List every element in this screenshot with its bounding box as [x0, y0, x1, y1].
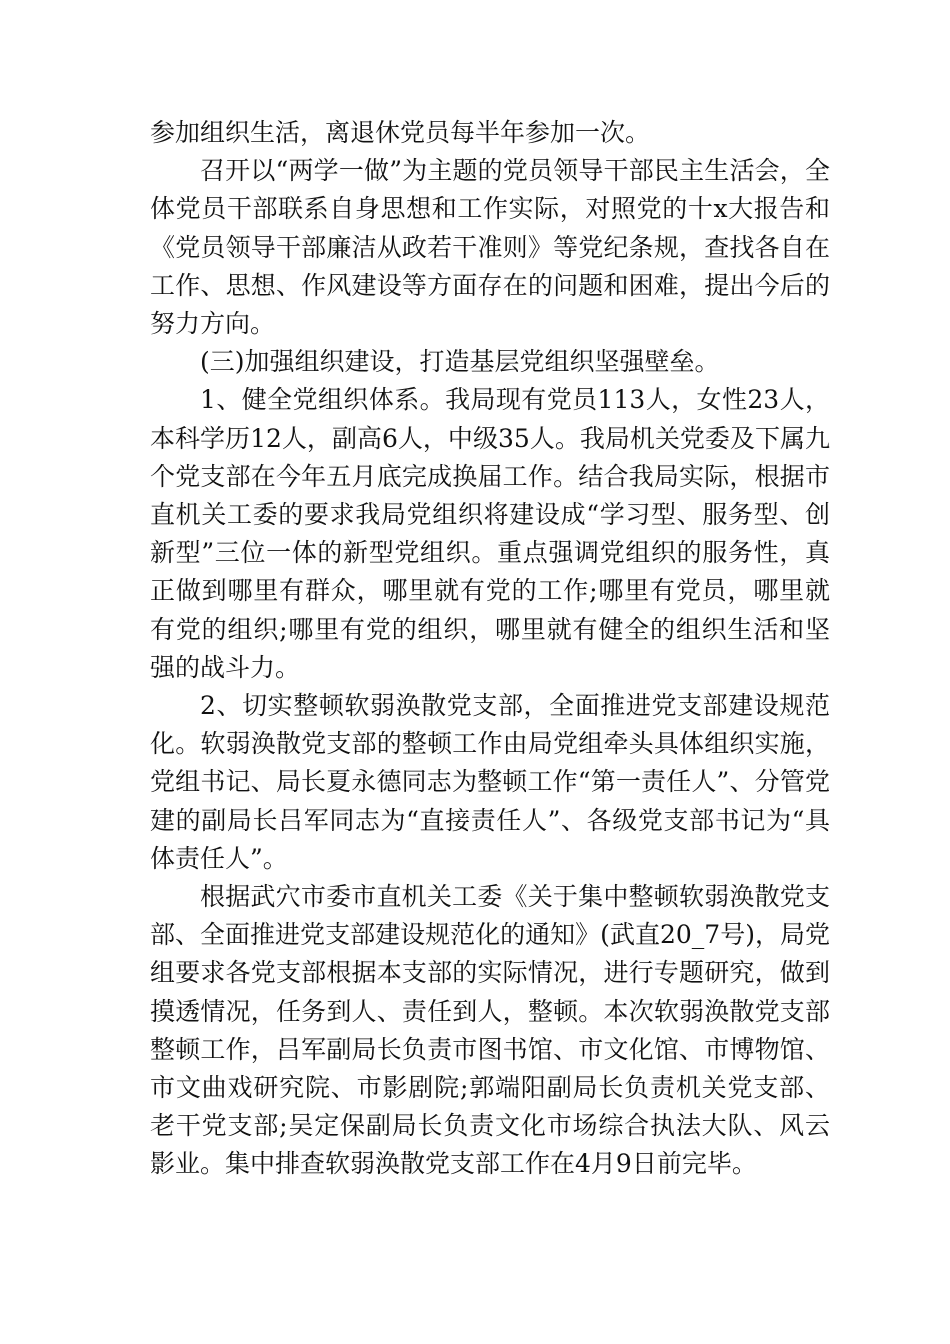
section-heading-organization-building: (三)加强组织建设，打造基层党组织坚强壁垒。	[200, 347, 720, 377]
paragraph-branch-rectification: 2、切实整顿软弱涣散党支部，全面推进党支部建设规范化。软弱涣散党支部的整顿工作由局党组牵头具体组织实施，党组书记、局长夏永德同志为整顿工作“第一责任人”、分管党建的副局长吕军同志为“直接责任人”、各级党支部书记为“具体责任人”。	[150, 691, 830, 873]
paragraph-party-system: 1、健全党组织体系。我局现有党员113人，女性23人，本科学历12人，副高6人，中级35人。我局机关党委及下属九个党支部在今年五月底完成换届工作。结合我局实际，根据市直机关工委的要求我局党组织将建设成“学习型、服务型、创新型”三位一体的新型党组织。重点强调党组织的服务性，真正做到哪里有群众，哪里就有党的工作;哪里有党员，哪里就有党的组织;哪里有党的组织，哪里就有健全的组织生活和坚强的战斗力。	[150, 385, 830, 682]
paragraph-democratic-life-meeting: 召开以“两学一做”为主题的党员领导干部民主生活会，全体党员干部联系自身思想和工作实际，对照党的十x大报告和《党员领导干部廉洁从政若干准则》等党纪条规，查找各自在工作、思想、作风建设等方面存在的问题和困难，提出今后的努力方向。	[150, 156, 830, 339]
document-body	[150, 114, 830, 1184]
paragraph-notice-implementation: 根据武穴市委市直机关工委《关于集中整顿软弱涣散党支部、全面推进党支部建设规范化的通知》(武直20_7号)，局党组要求各党支部根据本支部的实际情况，进行专题研究，做到摸透情况，任务到人、责任到人，整顿。本次软弱涣散党支部整顿工作，吕军副局长负责市图书馆、市文化馆、市博物馆、市文曲戏研究院、市影剧院;郭端阳副局长负责机关党支部、老干党支部;吴定保副局长负责文化市场综合执法大队、风云影业。集中排查软弱涣散党支部工作在4月9日前完毕。	[150, 882, 830, 1179]
paragraph-continuation: 参加组织生活，离退休党员每半年参加一次。	[150, 118, 651, 147]
